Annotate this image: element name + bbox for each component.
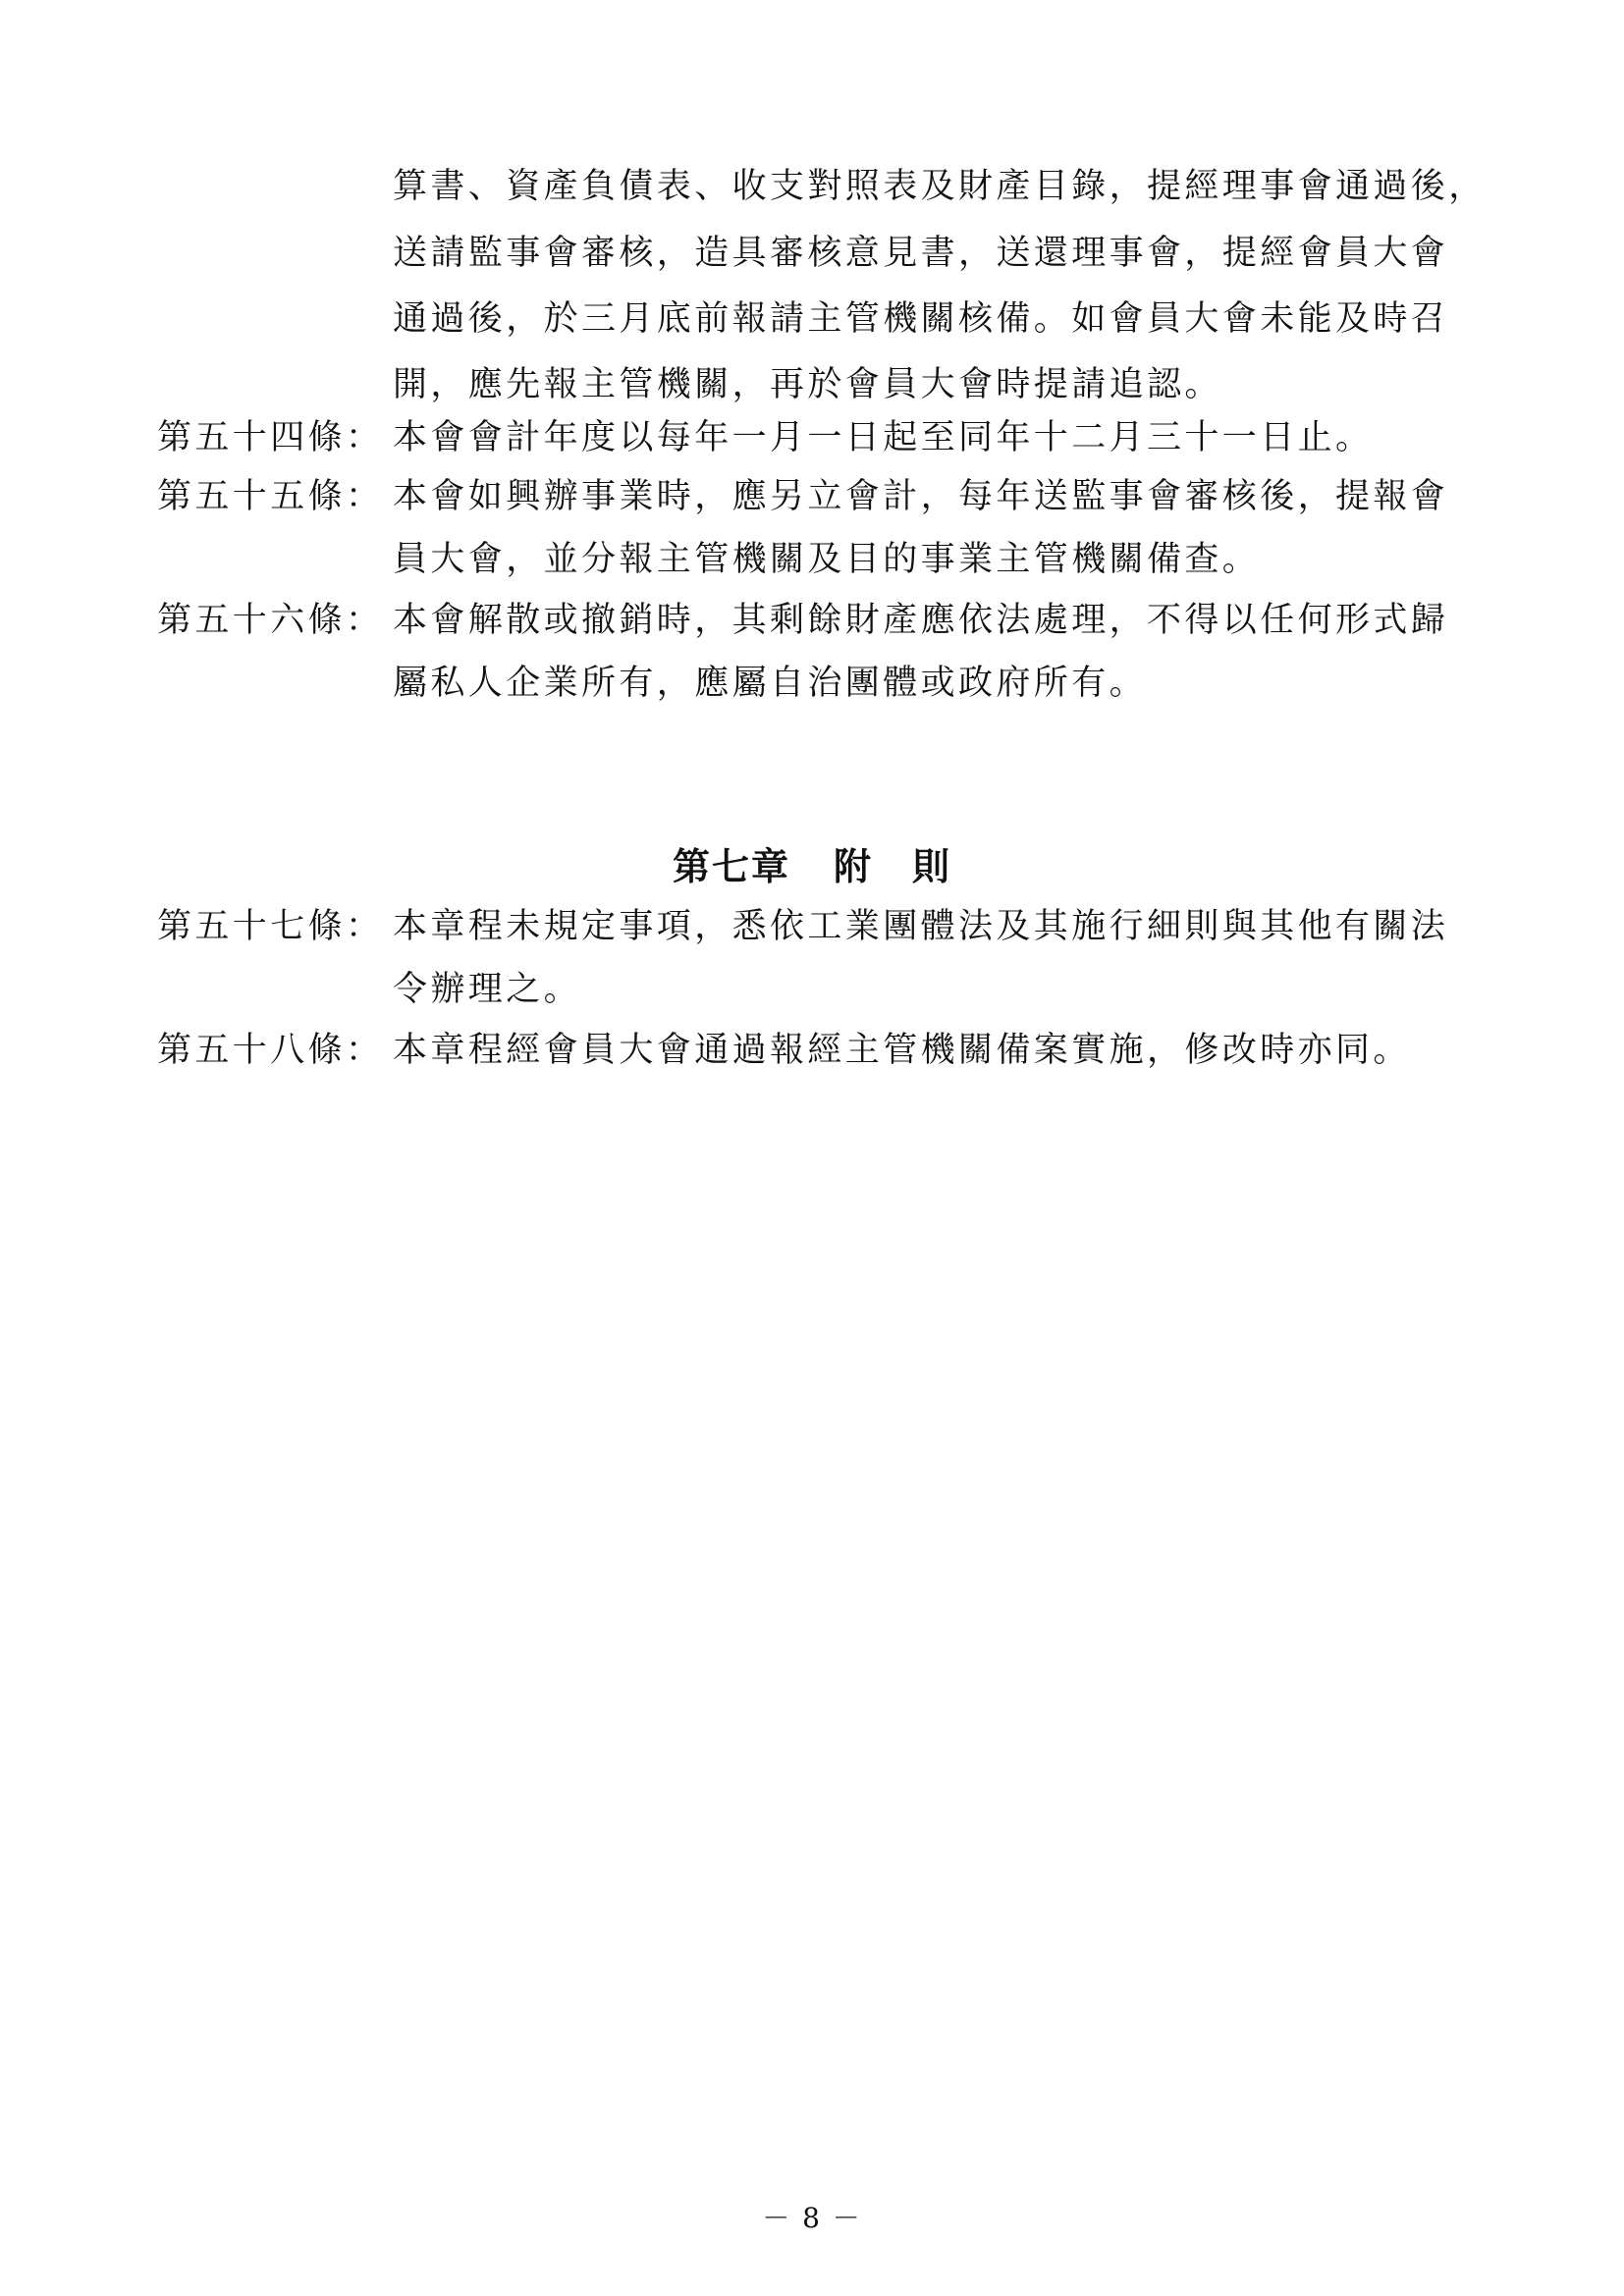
article-number: 第五十五條： <box>157 477 384 516</box>
article-text: 本章程經會員大會通過報經主管機關備案實施，修改時亦同。 <box>393 1031 1411 1070</box>
chapter-number: 第七章 <box>672 844 790 888</box>
continuation-line: 算書、資產負債表、收支對照表及財產目錄，提經理事會通過後， <box>393 167 1487 206</box>
article-number: 第五十六條： <box>157 601 384 640</box>
article-text: 本會如興辦事業時，應另立會計，每年送監事會審核後，提報會 <box>393 477 1449 516</box>
continuation-line: 通過後，於三月底前報請主管機關核備。如會員大會未能及時召 <box>393 299 1449 339</box>
article-55 <box>157 475 1448 518</box>
continuation-line: 送請監事會審核，造具審核意見書，送還理事會，提經會員大會 <box>393 234 1449 273</box>
article-text: 本會解散或撤銷時，其剩餘財產應依法處理，不得以任何形式歸 <box>393 601 1449 640</box>
article-58 <box>157 1029 1411 1072</box>
article-number: 第五十四條： <box>157 418 384 457</box>
article-number: 第五十八條： <box>157 1031 384 1070</box>
article-55-continuation: 員大會，並分報主管機關及目的事業主管機關備查。 <box>393 540 1261 579</box>
article-57 <box>157 905 1448 948</box>
article-56 <box>157 599 1448 642</box>
article-text: 本章程未規定事項，悉依工業團體法及其施行細則與其他有關法 <box>393 907 1449 946</box>
article-56-continuation: 屬私人企業所有，應屬自治團體或政府所有。 <box>393 664 1148 703</box>
article-text: 本會會計年度以每年一月一日起至同年十二月三十一日止。 <box>393 418 1374 457</box>
chapter-title: 附 則 <box>834 844 952 888</box>
article-57-continuation: 令辦理之。 <box>393 970 582 1009</box>
article-54 <box>157 416 1373 459</box>
chapter-heading <box>0 836 1624 890</box>
article-number: 第五十七條： <box>157 907 384 946</box>
page-number: － 8 － <box>762 2202 862 2234</box>
continuation-line: 開，應先報主管機關，再於會員大會時提請追認。 <box>393 365 1222 404</box>
